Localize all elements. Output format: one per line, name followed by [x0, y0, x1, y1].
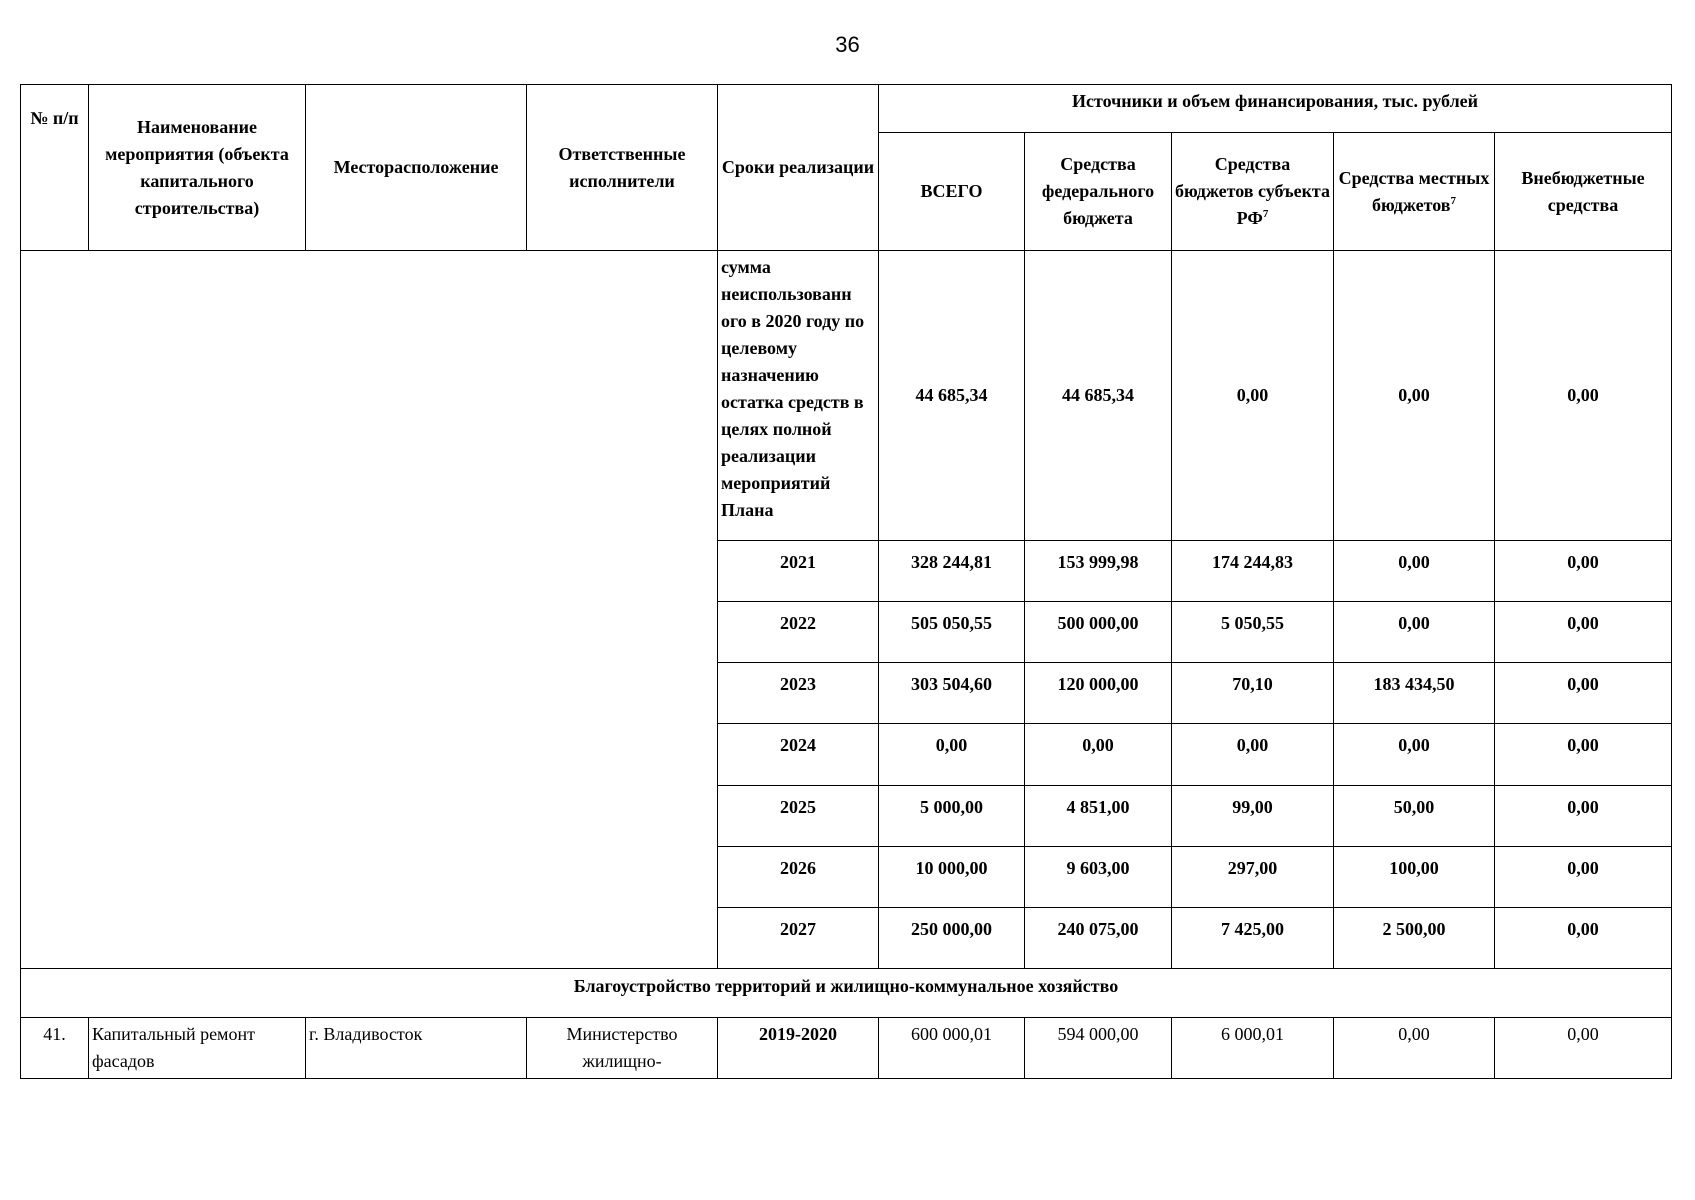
header-federal: Средства федерального бюджета — [1025, 133, 1172, 251]
unused-remainder-label: сумма неиспользованн ого в 2020 году по целевому назначению остатка средств в целях полной реализации мероприятий Плана — [718, 251, 879, 541]
federal-cell: 240 075,00 — [1025, 908, 1172, 969]
section-row — [21, 969, 1672, 1018]
unused-remainder-row — [21, 251, 1672, 541]
local-cell: 183 434,50 — [1334, 663, 1495, 724]
year-cell: 2023 — [718, 663, 879, 724]
unused-federal: 44 685,34 — [1025, 251, 1172, 541]
total-cell: 303 504,60 — [879, 663, 1025, 724]
page-number: 36 — [835, 32, 860, 57]
item-41-executors: Министерство жилищно- — [527, 1018, 718, 1079]
header-num: № п/п — [21, 85, 89, 251]
extra-cell: 0,00 — [1495, 602, 1672, 663]
regional-cell: 297,00 — [1172, 847, 1334, 908]
local-cell: 100,00 — [1334, 847, 1495, 908]
financing-table — [20, 84, 1672, 1079]
total-cell: 328 244,81 — [879, 541, 1025, 602]
regional-cell: 5 050,55 — [1172, 602, 1334, 663]
extra-cell: 0,00 — [1495, 663, 1672, 724]
federal-cell: 4 851,00 — [1025, 786, 1172, 847]
header-total: ВСЕГО — [879, 133, 1025, 251]
header-extrabudget: Внебюджетные средства — [1495, 133, 1672, 251]
regional-cell: 174 244,83 — [1172, 541, 1334, 602]
federal-cell: 0,00 — [1025, 724, 1172, 786]
regional-cell: 0,00 — [1172, 724, 1334, 786]
header-row-1 — [21, 85, 1672, 133]
local-cell: 0,00 — [1334, 724, 1495, 786]
year-cell: 2022 — [718, 602, 879, 663]
local-cell: 2 500,00 — [1334, 908, 1495, 969]
total-cell: 10 000,00 — [879, 847, 1025, 908]
federal-cell: 120 000,00 — [1025, 663, 1172, 724]
federal-cell: 153 999,98 — [1025, 541, 1172, 602]
section-title: Благоустройство территорий и жилищно-коммунальное хозяйство — [21, 969, 1672, 1018]
year-cell: 2025 — [718, 786, 879, 847]
item-41-local: 0,00 — [1334, 1018, 1495, 1079]
header-regional: Средства бюджетов субъекта $РФ^7$ — [1172, 133, 1334, 251]
item-41-terms: 2019-2020 — [718, 1018, 879, 1079]
extra-cell: 0,00 — [1495, 541, 1672, 602]
extra-cell: 0,00 — [1495, 847, 1672, 908]
header-location: Месторасположение — [306, 85, 527, 251]
total-cell: 5 000,00 — [879, 786, 1025, 847]
extra-cell: 0,00 — [1495, 724, 1672, 786]
extra-cell: 0,00 — [1495, 908, 1672, 969]
item-41-num: 41. — [21, 1018, 89, 1079]
unused-extra: 0,00 — [1495, 251, 1672, 541]
federal-cell: 500 000,00 — [1025, 602, 1172, 663]
local-cell: 50,00 — [1334, 786, 1495, 847]
merged-empty-cell — [21, 251, 718, 969]
local-cell: 0,00 — [1334, 602, 1495, 663]
local-cell: 0,00 — [1334, 541, 1495, 602]
item-41-location: г. Владивосток — [306, 1018, 527, 1079]
item-41-row — [21, 1018, 1672, 1079]
unused-total: 44 685,34 — [879, 251, 1025, 541]
year-cell: 2024 — [718, 724, 879, 786]
total-cell: 250 000,00 — [879, 908, 1025, 969]
item-41-total: 600 000,01 — [879, 1018, 1025, 1079]
year-cell: 2021 — [718, 541, 879, 602]
federal-cell: 9 603,00 — [1025, 847, 1172, 908]
header-executors: Ответственные исполнители — [527, 85, 718, 251]
item-41-extra: 0,00 — [1495, 1018, 1672, 1079]
regional-cell: 99,00 — [1172, 786, 1334, 847]
year-cell: 2027 — [718, 908, 879, 969]
year-cell: 2026 — [718, 847, 879, 908]
header-local: Средства местных бюджетов$^7$ — [1334, 133, 1495, 251]
header-terms: Сроки реализации — [718, 85, 879, 251]
extra-cell: 0,00 — [1495, 786, 1672, 847]
header-sources-title: Источники и объем финансирования, тыс. рублей — [879, 85, 1672, 133]
unused-local: 0,00 — [1334, 251, 1495, 541]
regional-cell: 70,10 — [1172, 663, 1334, 724]
total-cell: 0,00 — [879, 724, 1025, 786]
item-41-name: Капитальный ремонт фасадов — [89, 1018, 306, 1079]
regional-cell: 7 425,00 — [1172, 908, 1334, 969]
unused-regional: 0,00 — [1172, 251, 1334, 541]
item-41-federal: 594 000,00 — [1025, 1018, 1172, 1079]
total-cell: 505 050,55 — [879, 602, 1025, 663]
item-41-regional: 6 000,01 — [1172, 1018, 1334, 1079]
header-name: Наименование мероприятия (объекта капитального строительства) — [89, 85, 306, 251]
